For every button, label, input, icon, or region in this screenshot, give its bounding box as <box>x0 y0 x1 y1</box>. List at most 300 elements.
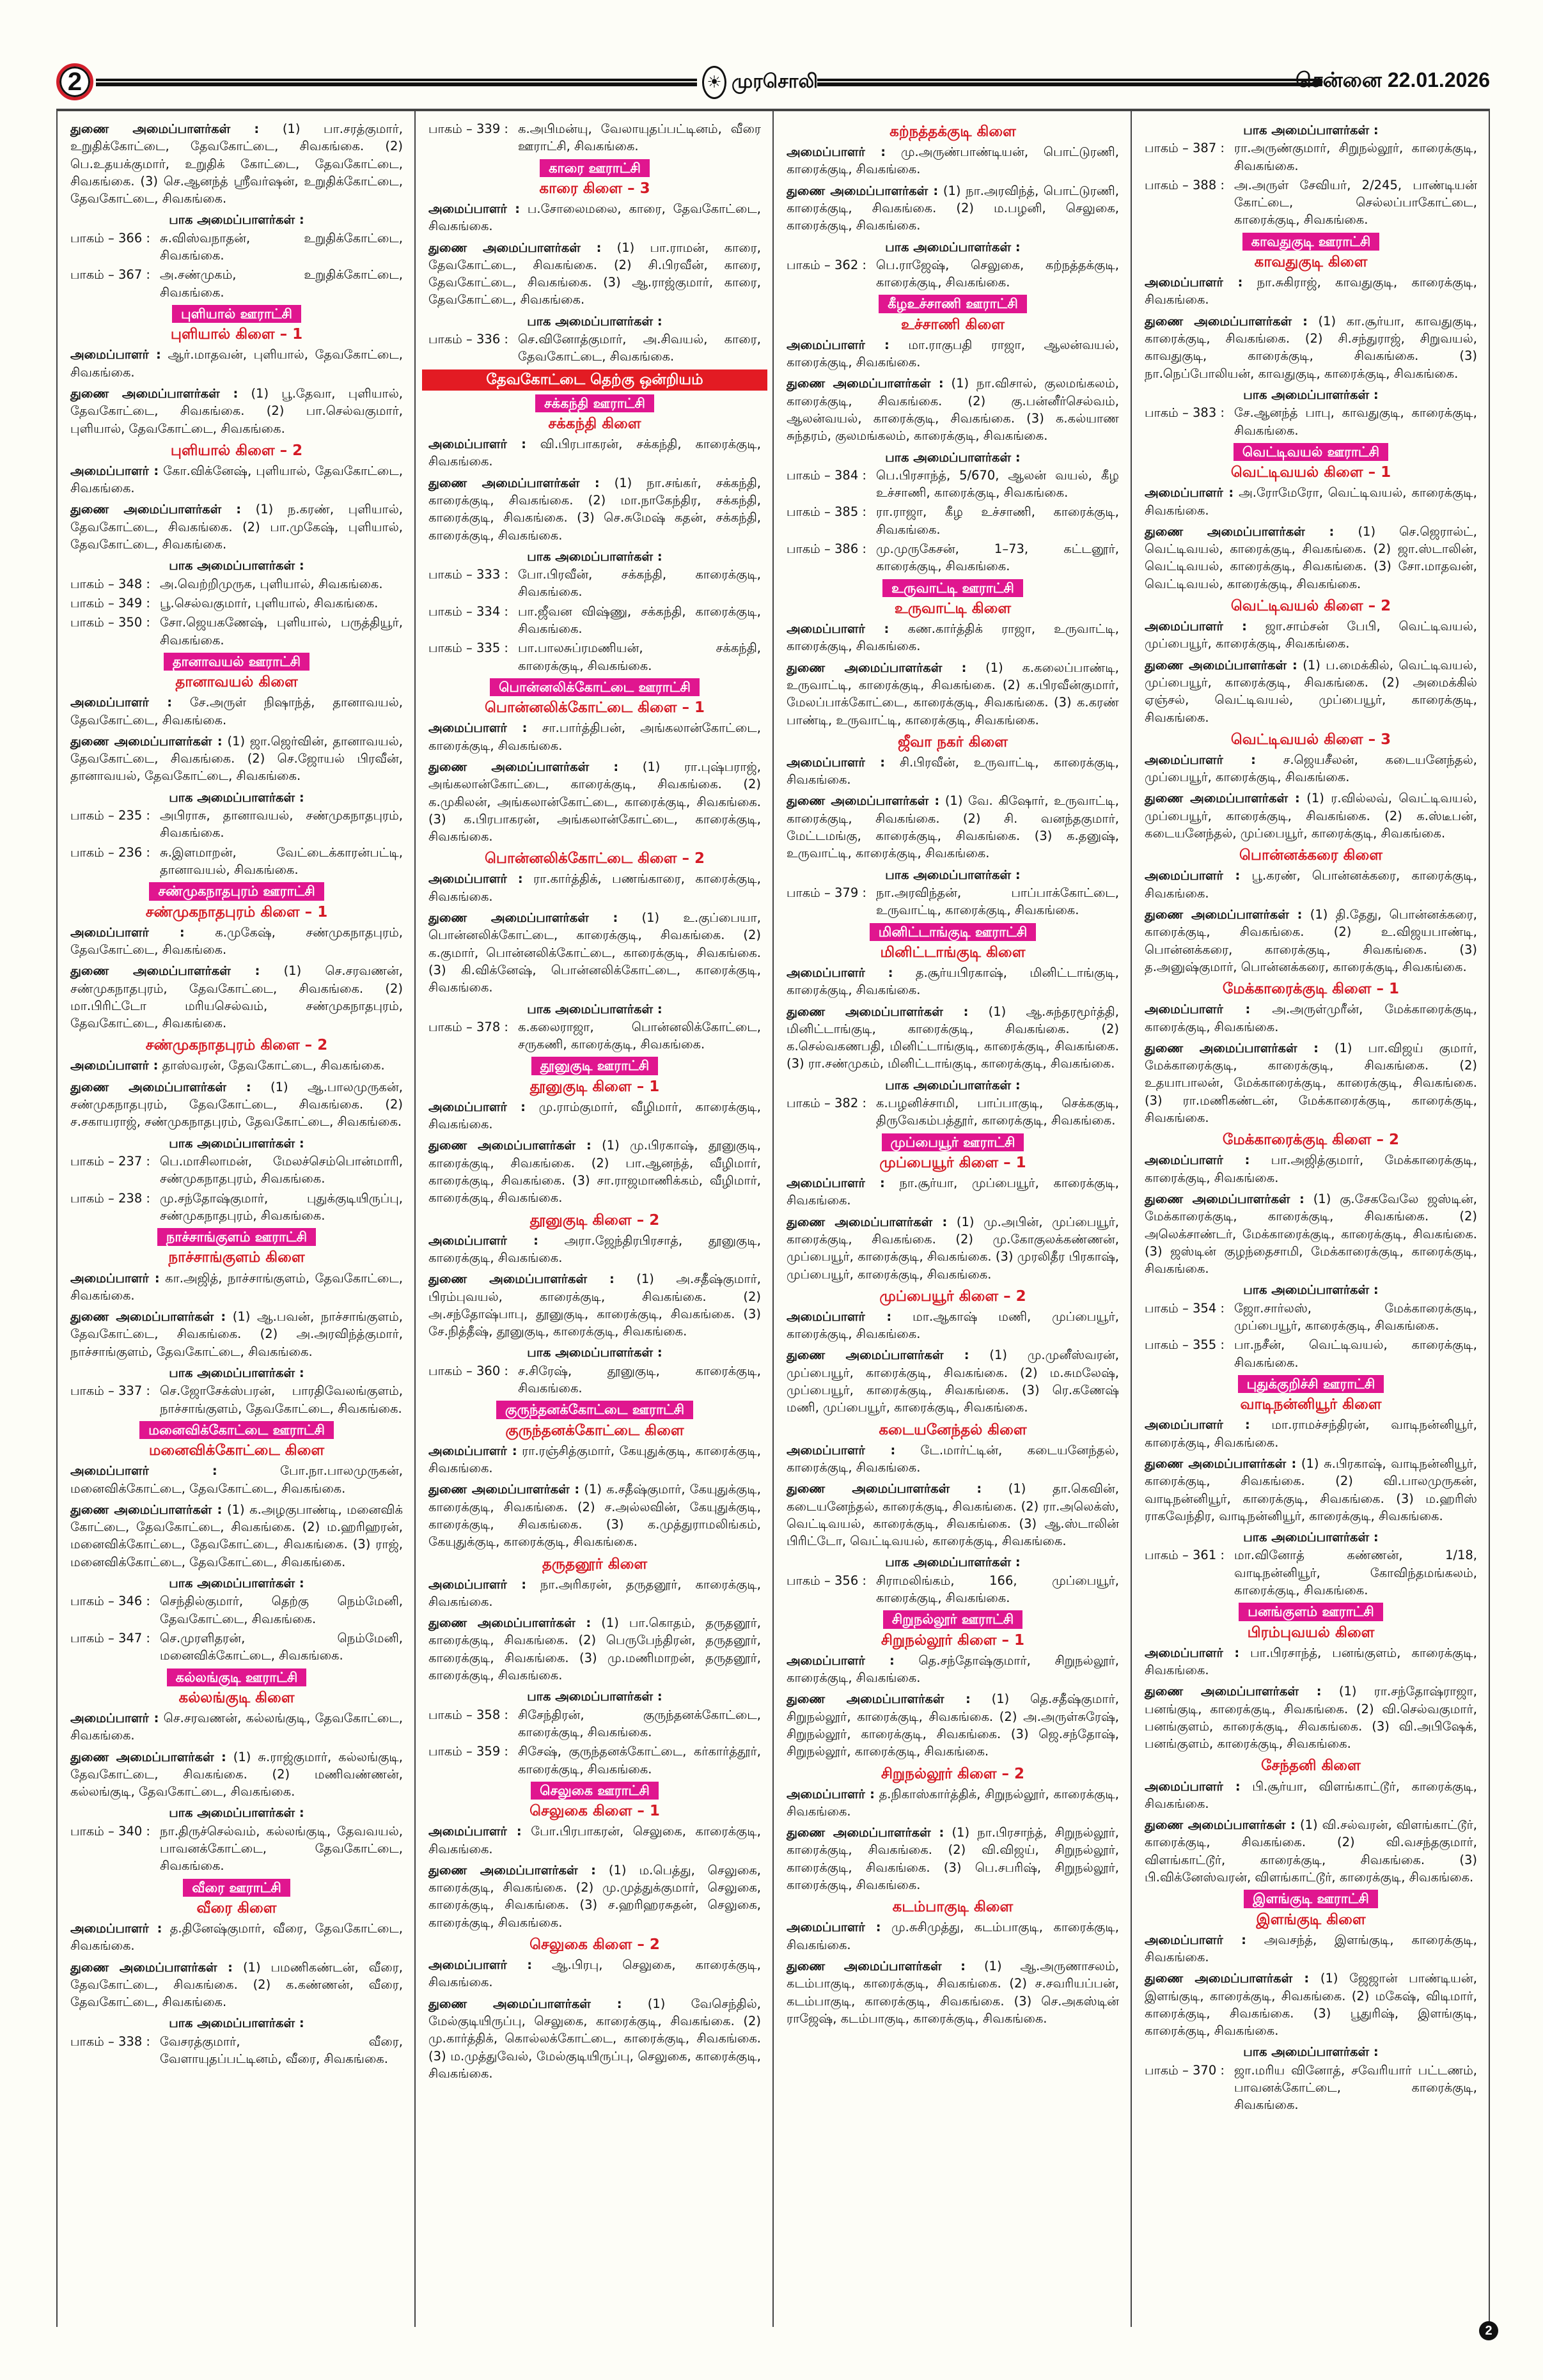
booth-entry <box>1145 139 1477 175</box>
booth-number: பாகம் – 355 : <box>1145 1337 1225 1353</box>
organiser-entry <box>1145 657 1477 726</box>
booth-entry <box>428 120 761 155</box>
booth-entry <box>70 1382 403 1417</box>
branch-heading: வெட்டிவயல் கிளை – 2 <box>1230 598 1391 615</box>
organiser-entry <box>1145 618 1477 653</box>
organiser-names: (1) ந.கரண், புளியால், தேவகோட்டை, சிவகங்கை. (2) பா.முகேஷ், புளியால், தேவகோட்டை, சிவகங்கை. <box>70 502 403 552</box>
booth-entry <box>428 1743 761 1778</box>
role-label: அமைப்பாளர் : <box>1145 752 1256 767</box>
role-label: துணை அமைப்பாளர்கள் : <box>787 793 940 809</box>
organiser-entry <box>1145 1931 1477 1966</box>
organiser-names: (1) வேசெந்தில், மேல்குடியிருப்பு, செலுகை, காரைக்குடி, சிவகங்கை. (2) மு.கார்த்திக், கொல்லக்கோட்டை, காரைக்குடி, சிவகங்கை. (3) ம.முத்துவேல், மேல்குடியிருப்பு, செலுகை, காரைக்குடி, சிவகங்கை. <box>428 1996 761 2081</box>
organiser-entry <box>70 385 403 437</box>
booth-organiser: பெ.ராஜேஷ், செலுகை, கற்நத்தக்குடி, காரைக்குடி, சிவகங்கை. <box>876 257 1119 290</box>
booth-entry <box>428 639 761 674</box>
role-label: துணை அமைப்பாளர்கள் : <box>70 502 242 517</box>
organiser-names: (1) ம.பெத்து, செலுகை, காரைக்குடி, சிவகங்கை. (2) மு.முத்துக்குமார், செலுகை, காரைக்குடி, சிவகங்கை. (3) ச.ஹரிஹரசுதன், செலுகை, காரைக்குடி, சிவகங்கை. <box>428 1862 761 1930</box>
booth-entry <box>70 807 403 842</box>
role-label: துணை அமைப்பாளர்கள் : <box>428 240 602 255</box>
organiser-entry <box>70 1308 403 1360</box>
column-4 <box>1132 111 1490 2327</box>
organiser-entry <box>428 1956 761 1991</box>
booth-entry <box>1145 1300 1477 1335</box>
booth-entry <box>787 503 1119 538</box>
organiser-entry <box>428 719 761 754</box>
panchayat-banner: இளங்குடி ஊராட்சி <box>1244 1890 1378 1908</box>
booth-organisers-subheading: பாக அமைப்பாளர்கள் : <box>885 449 1021 465</box>
organiser-names: (1) தி.தேது, பொன்னக்கரை, காரைக்குடி, சிவகங்கை. (2) உ.விஜயபாண்டி, பொன்னக்கரை, காரைக்குடி, சிவகங்கை. (3) த.அனுஷ்குமார், பொன்னக்கரை, காரைக்குடி, சிவகங்கை. <box>1145 907 1478 974</box>
organiser-entry <box>787 1652 1119 1687</box>
booth-entry <box>70 595 403 612</box>
organiser-names: (1) செ.ஜெரால்ட், வெட்டிவயல், காரைக்குடி, சிவகங்கை. (2) ஜா.ஸ்டாலின், வெட்டிவயல், காரைக்குடி, சிவகங்கை. (3) சோ.மாதவன், வெட்டிவயல், காரைக்குடி, சிவகங்கை. <box>1145 524 1477 591</box>
booth-organiser: க.அபிமன்யு, வேலாயுதப்பட்டினம், வீரை ஊராட்சி, சிவகங்கை. <box>518 121 761 154</box>
booth-number: பாகம் – 339 : <box>428 121 508 136</box>
organiser-names: தெ.சந்தோஷ்குமார், சிறுநல்லூர், காரைக்குடி, சிவகங்கை. <box>787 1653 1119 1686</box>
booth-entry <box>1145 404 1477 439</box>
booth-number: பாகம் – 235 : <box>70 808 150 823</box>
booth-organisers-subheading: பாக அமைப்பாளர்கள் : <box>527 1689 662 1704</box>
booth-entry <box>1145 2062 1477 2114</box>
organiser-entry <box>787 1957 1119 2027</box>
organiser-names: (1) ர.வில்லவ், வெட்டிவயல், முப்பையூர், காரைக்குடி, சிவகங்கை. (2) க.ஸ்டீபன், கடையனேந்தல், முப்பையூர், காரைக்குடி, சிவகங்கை. <box>1145 791 1478 841</box>
organiser-names: (1) அ.சதீஷ்குமார், பிரம்புவயல், காரைக்குடி, சிவகங்கை. (2) அ.சந்தோஷ்பாபு, தூனுகுடி, காரைக்குடி, சிவகங்கை. (3) சே.நித்தீஷ், தூனுகுடி, காரைக்குடி, சிவகங்கை. <box>428 1272 761 1339</box>
panchayat-banner: தானாவயல் ஊராட்சி <box>164 653 309 671</box>
role-label: அமைப்பாளர் : <box>70 463 159 478</box>
role-label: அமைப்பாளர் : <box>428 437 526 452</box>
branch-heading: கடம்பாகுடி கிளை <box>892 1899 1014 1916</box>
organiser-names: (1) சு.ராஜ்குமார், கல்லங்குடி, தேவகோட்டை, சிவகங்கை. (2) மணிவண்ணன், கல்லங்குடி, தேவகோட்டை, சிவகங்கை. <box>70 1749 403 1800</box>
organiser-names: பா.அஜித்குமார், மேக்காரைக்குடி, காரைக்குடி, சிவகங்கை. <box>1145 1153 1477 1185</box>
booth-entry <box>428 331 761 366</box>
organiser-entry <box>787 1003 1119 1073</box>
booth-number: பாகம் – 384 : <box>787 467 866 483</box>
organiser-names: (1) வி.சல்வரன், விளங்காட்டூர், காரைக்குடி, சிவகங்கை. (2) வி.வசந்தகுமார், விளங்காட்டூர், காரைக்குடி, சிவகங்கை. (3) பி.விக்னேஸ்வரன், விளங்காட்டூர், காரைக்குடி, சிவகங்கை. <box>1145 1817 1477 1885</box>
organiser-entry <box>428 1270 761 1340</box>
booth-number: பாகம் – 333 : <box>428 567 508 582</box>
role-label: துணை அமைப்பாளர்கள் : <box>787 1692 971 1707</box>
branch-heading: மினிட்டாங்குடி கிளை <box>880 944 1026 961</box>
organiser-names: போ.பிரபாகரன், செலுகை, காரைக்குடி, சிவகங்கை. <box>428 1824 761 1856</box>
role-label: அமைப்பாளர் : <box>1145 868 1241 883</box>
booth-organiser: போ.பிரவீன், சக்கந்தி, காரைக்குடி, சிவகங்கை. <box>518 567 761 600</box>
branch-heading: பொன்னலிக்கோட்டை கிளை – 2 <box>484 850 705 867</box>
role-label: துணை அமைப்பாளர்கள் : <box>787 1214 948 1229</box>
branch-heading: வாடிநன்னியூர் கிளை <box>1240 1396 1382 1413</box>
role-label: அமைப்பாளர் : <box>428 1233 538 1248</box>
role-label: அமைப்பாளர் : <box>70 1270 160 1286</box>
organiser-entry <box>428 435 761 471</box>
role-label: அமைப்பாளர் : <box>1145 1002 1251 1017</box>
booth-organiser: சோ.ஜெயகணேஷ், புளியால், பருத்தியூர், சிவகங்கை. <box>160 615 403 648</box>
masthead-rule-left <box>96 79 697 86</box>
organiser-entry <box>428 1823 761 1858</box>
panchayat-banner: பனங்குளம் ஊராட்சி <box>1239 1603 1383 1621</box>
booth-entry <box>787 884 1119 919</box>
organiser-entry <box>787 1174 1119 1209</box>
role-label: அமைப்பாளர் : <box>70 695 173 710</box>
booth-entry <box>1145 176 1477 229</box>
branch-heading: தூனுகுடி கிளை – 2 <box>529 1211 660 1229</box>
booth-organisers-subheading: பாக அமைப்பாளர்கள் : <box>169 1576 304 1591</box>
corner-page-number: 2 <box>1479 2321 1498 2340</box>
role-label: அமைப்பாளர் : <box>787 754 886 770</box>
role-label: துணை அமைப்பாளர்கள் : <box>1145 1684 1322 1699</box>
role-label: துணை அமைப்பாளர்கள் : <box>70 385 239 401</box>
booth-organiser: க.கலைராஜா, பொன்னலிக்கோட்டை, சருகணி, காரைக்குடி, சிவகங்கை. <box>518 1019 761 1052</box>
organiser-names: (1) க.சதீஷ்குமார், கேயுதுக்குடி, காரைக்குடி, சிவகங்கை. (2) ச.அல்லவின், கேயுதுக்குடி, காரைக்குடி, சிவகங்கை. (3) க.முத்துராமலிங்கம், கேயுதுக்குடி, காரைக்குடி, சிவகங்கை. <box>428 1482 761 1550</box>
role-label: அமைப்பாளர் : <box>787 1653 895 1668</box>
booth-number: பாகம் – 388 : <box>1145 177 1225 192</box>
organiser-entry <box>787 336 1119 371</box>
booth-organisers-subheading: பாக அமைப்பாளர்கள் : <box>169 1365 304 1380</box>
branch-heading: இளங்குடி கிளை <box>1256 1911 1366 1928</box>
organiser-entry <box>787 1824 1119 1894</box>
booth-organiser: மா.வினோத் கண்ணன், 1/18, வாடிநன்னியூர், கோவிந்தமங்கலம், காரைக்குடி, சிவகங்கை. <box>1234 1548 1477 1598</box>
organiser-entry <box>787 375 1119 444</box>
role-label: அமைப்பாளர் : <box>1145 1778 1241 1794</box>
panchayat-banner: சக்கந்தி ஊராட்சி <box>535 394 654 412</box>
organiser-entry <box>428 909 761 996</box>
branch-heading: காவதுகுடி கிளை <box>1254 254 1368 271</box>
organiser-entry <box>1145 1190 1477 1277</box>
branch-heading: பொன்னலிக்கோட்டை கிளை – 1 <box>484 699 705 717</box>
role-label: துணை அமைப்பாளர்கள் : <box>70 1079 251 1094</box>
booth-entry <box>1145 1546 1477 1599</box>
booth-number: பாகம் – 361 : <box>1145 1548 1225 1563</box>
organiser-names: மு.அருண்பாண்டியன், பொட்டுரணி, காரைக்குடி, சிவகங்கை. <box>787 144 1119 177</box>
organiser-names: (1) நா.சங்கர், சக்கந்தி, காரைக்குடி, சிவகங்கை. (2) மா.நாகேந்திர, சக்கந்தி, காரைக்குடி, சிவகங்கை. (3) செ.சுமேஷ் கதன், சக்கந்தி, காரைக்குடி, சிவகங்கை. <box>428 475 762 543</box>
booth-organisers-subheading: பாக அமைப்பாளர்கள் : <box>169 789 304 805</box>
role-label: அமைப்பாளர் : <box>787 144 886 160</box>
role-label: அமைப்பாளர் : <box>1145 1417 1250 1433</box>
booth-entry <box>70 1629 403 1665</box>
panchayat-banner: சிறுநல்லூர் ஊராட்சி <box>883 1610 1022 1628</box>
branch-heading: வெட்டிவயல் கிளை – 1 <box>1230 464 1391 481</box>
booth-organisers-subheading: பாக அமைப்பாளர்கள் : <box>1243 387 1379 402</box>
branch-heading: சேந்தனி கிளை <box>1261 1757 1361 1775</box>
booth-entry <box>1145 1336 1477 1371</box>
organiser-names: (1) செ.சரவணன், சண்முகநாதபுரம், தேவகோட்டை, சிவகங்கை. (2) மா.பிரிட்டோ மரியசெல்வம், சண்முகநாதபுரம், தேவகோட்டை, சிவகங்கை. <box>70 963 403 1031</box>
branch-heading: புளியால் கிளை – 1 <box>170 326 303 343</box>
role-label: துணை அமைப்பாளர்கள் : <box>787 1825 944 1840</box>
role-label: துணை அமைப்பாளர்கள் : <box>1145 1971 1310 1986</box>
organiser-names: (1) ஆ.சுந்தரமூர்த்தி, மினிட்டாங்குடி, காரைக்குடி, சிவகங்கை. (2) க.செல்வகணபதி, மினிட்டாங்குடி, காரைக்குடி, சிவகங்கை. (3) ரா.சண்முகம், மினிட்டாங்குடி, காரைக்குடி, சிவகங்கை. <box>787 1004 1119 1071</box>
role-label: அமைப்பாளர் : <box>1145 1645 1240 1660</box>
organiser-entry <box>1145 1644 1477 1679</box>
panchayat-banner: நாச்சாங்குளம் ஊராட்சி <box>157 1228 316 1246</box>
branch-heading: புளியால் கிளை – 2 <box>170 442 303 459</box>
booth-number: பாகம் – 336 : <box>428 332 508 347</box>
booth-organisers-subheading: பாக அமைப்பாளர்கள் : <box>169 1135 304 1151</box>
booth-organiser: சு.இளமாறன், வேட்டைக்காரன்பட்டி, தானாவயல், சிவகங்கை. <box>160 844 403 877</box>
branch-heading: சிறுநல்லூர் கிளை – 1 <box>881 1631 1025 1649</box>
booth-number: பாகம் – 378 : <box>428 1019 508 1034</box>
organiser-names: (1) ஆ.பவன், நாச்சாங்குளம், தேவகோட்டை, சிவகங்கை. (2) அ.அரவிந்த்குமார், நாச்சாங்குளம், தேவகோட்டை, சிவகங்கை. <box>70 1309 403 1359</box>
branch-heading: பொன்னக்கரை கிளை <box>1239 847 1383 864</box>
booth-number: பாகம் – 348 : <box>70 576 150 591</box>
booth-entry <box>787 1572 1119 1607</box>
booth-entry <box>70 1153 403 1188</box>
branch-heading: சிறுநல்லூர் கிளை – 2 <box>881 1765 1025 1782</box>
booth-organiser: பா.நசீன், வெட்டிவயல், காரைக்குடி, சிவகங்கை. <box>1234 1337 1477 1370</box>
organiser-entry <box>1145 751 1477 786</box>
booth-organisers-subheading: பாக அமைப்பாளர்கள் : <box>885 1077 1021 1093</box>
booth-organiser: நா.திருச்செல்வம், கல்லங்குடி, தேவவயல், பாவனக்கோட்டை, தேவகோட்டை, சிவகங்கை. <box>160 1823 403 1874</box>
booth-number: பாகம் – 349 : <box>70 595 150 611</box>
paper-logo <box>702 66 818 99</box>
organiser-entry <box>428 1098 761 1133</box>
panchayat-banner: வெட்டிவயல் ஊராட்சி <box>1234 443 1388 461</box>
organiser-names: அரா.ஜேந்திரபிரசாத், தூனுகுடி, காரைக்குடி, சிவகங்கை. <box>428 1233 761 1265</box>
organiser-entry <box>1145 1683 1477 1752</box>
role-label: அமைப்பாளர் : <box>787 621 889 637</box>
booth-entry <box>428 1362 761 1397</box>
organiser-entry <box>70 501 403 553</box>
organiser-entry <box>428 1442 761 1477</box>
organiser-entry <box>70 924 403 959</box>
organiser-names: (1) ப.மைக்கில், வெட்டிவயல், முப்பையூர், காரைக்குடி, சிவகங்கை. (2) அமைக்கில் ஏஞ்சல், வெட்டிவயல், முப்பையூர், காரைக்குடி, சிவகங்கை. <box>1145 657 1478 725</box>
organiser-entry <box>787 1442 1119 1477</box>
organiser-entry <box>787 964 1119 999</box>
role-label: துணை அமைப்பாளர்கள் : <box>787 1004 969 1019</box>
role-label: துணை அமைப்பாளர்கள் : <box>70 1959 233 1975</box>
booth-entry <box>70 1592 403 1628</box>
organiser-entry <box>70 346 403 381</box>
booth-organisers-subheading: பாக அமைப்பாளர்கள் : <box>1243 123 1379 137</box>
organiser-entry <box>787 143 1119 178</box>
booth-entry <box>70 575 403 593</box>
panchayat-banner: காவதுகுடி ஊராட்சி <box>1242 233 1380 251</box>
organiser-entry <box>428 200 761 235</box>
booth-organisers-subheading: பாக அமைப்பாளர்கள் : <box>169 212 304 228</box>
booth-number: பாகம் – 360 : <box>428 1363 508 1378</box>
organiser-entry <box>70 733 403 785</box>
organiser-entry <box>787 1213 1119 1283</box>
booth-organiser: பெ.மாசிலாமன், மேலச்செம்பொன்மாரி, சண்முகநாதபுரம், சிவகங்கை. <box>160 1153 403 1186</box>
booth-entry <box>787 1094 1119 1130</box>
booth-entry <box>70 844 403 879</box>
booth-organiser: செ.முரளிதரன், நெம்மேனி, மனைவிக்கோட்டை, சிவகங்கை. <box>160 1630 403 1663</box>
organiser-entry <box>70 1078 403 1131</box>
role-label: அமைப்பாளர் : <box>1145 619 1247 634</box>
organiser-names: ஆர்.மாதவன், புளியால், தேவகோட்டை, சிவகங்கை. <box>70 347 403 380</box>
organiser-entry <box>70 962 403 1032</box>
organiser-entry <box>70 1270 403 1305</box>
organiser-entry <box>1145 1000 1477 1036</box>
panchayat-banner: கீழஉச்சாணி ஊராட்சி <box>879 295 1027 313</box>
branch-heading: பிரம்புவயல் கிளை <box>1247 1624 1375 1641</box>
booth-entry <box>428 1706 761 1741</box>
branch-heading: குருந்தனக்கோட்டை கிளை <box>505 1422 684 1439</box>
organiser-entry <box>787 1918 1119 1954</box>
booth-number: பாகம் – 356 : <box>787 1573 866 1588</box>
booth-organiser: நா.அரவிந்தன், பாப்பாக்கோட்டை, உருவாட்டி, காரைக்குடி, சிவகங்கை. <box>876 885 1119 918</box>
organiser-names: கண.கார்த்திக் ராஜா, உருவாட்டி, காரைக்குடி, சிவகங்கை. <box>787 621 1119 654</box>
organiser-names: ப.சோலைமலை, காரை, தேவகோட்டை, சிவகங்கை. <box>428 201 761 234</box>
organiser-names: நா.சுகிராஜ், காவதுகுடி, காரைக்குடி, சிவகங்கை. <box>1145 275 1477 307</box>
branch-heading: முப்பையூர் கிளை – 1 <box>879 1154 1026 1171</box>
organiser-names: த.சூர்யபிரகாஷ், மினிட்டாங்குடி, காரைக்குடி, சிவகங்கை. <box>787 965 1119 998</box>
organiser-names: கோ.விக்னேஷ், புளியால், தேவகோட்டை, சிவகங்கை. <box>70 463 403 496</box>
branch-heading: கடையனேந்தல் கிளை <box>879 1421 1027 1438</box>
booth-number: பாகம் – 340 : <box>70 1823 150 1839</box>
organiser-entry <box>787 1308 1119 1343</box>
organiser-names: (1) க.கலைப்பாண்டி, உருவாட்டி, காரைக்குடி, சிவகங்கை. (2) க.பிரவீன்குமார், மேலப்பாக்கோட்டை, காரைக்குடி, சிவகங்கை. (3) க.கரண் பாண்டி, உருவாட்டி, காரைக்குடி, சிவகங்கை. <box>787 660 1119 727</box>
booth-organisers-subheading: பாக அமைப்பாளர்கள் : <box>885 867 1021 882</box>
booth-organiser: ரா.அருண்குமார், சிறுநல்லூர், காரைக்குடி, சிவகங்கை. <box>1234 141 1477 173</box>
organiser-names: (1) பூ.தேவா, புளியால், தேவகோட்டை, சிவகங்கை. (2) பா.செல்வகுமார், புளியால், தேவகோட்டை, சிவகங்கை. <box>70 385 403 436</box>
role-label: துணை அமைப்பாளர்கள் : <box>70 733 223 749</box>
role-label: அமைப்பாளர் : <box>1145 1153 1250 1168</box>
booth-entry <box>787 540 1119 575</box>
branch-heading: வீரை கிளை <box>196 1899 277 1917</box>
organiser-entry <box>70 1501 403 1571</box>
column-1 <box>58 111 416 2327</box>
role-label: துணை அமைப்பாளர்கள் : <box>70 963 260 979</box>
role-label: அமைப்பாளர் : <box>70 347 161 362</box>
role-label: துணை அமைப்பாளர்கள் : <box>428 1272 615 1287</box>
branch-heading: உருவாட்டி கிளை <box>894 600 1012 618</box>
role-label: அமைப்பாளர் : <box>70 1710 159 1725</box>
branch-heading: செலுகை கிளை – 2 <box>529 1936 660 1953</box>
panchayat-banner: பொன்னலிக்கோட்டை ஊராட்சி <box>490 678 700 696</box>
role-label: துணை அமைப்பாளர்கள் : <box>787 1481 982 1497</box>
organiser-entry <box>787 620 1119 655</box>
role-label: துணை அமைப்பாளர்கள் : <box>787 1348 969 1363</box>
booth-organisers-subheading: பாக அமைப்பாளர்கள் : <box>527 1001 662 1016</box>
organiser-entry <box>1145 906 1477 976</box>
organiser-names: ச.ஜெயசீலன், கடையனேந்தல், முப்பையூர், காரைக்குடி, சிவகங்கை. <box>1145 752 1477 785</box>
booth-organiser: சிசேஷ், குருந்தனக்கோட்டை, கர்கார்த்தூர், காரைக்குடி, சிவகங்கை. <box>518 1744 761 1777</box>
booth-number: பாகம் – 338 : <box>70 2034 150 2049</box>
organiser-names: (1) பா.கொதம், தருதனூர், காரைக்குடி, சிவகங்கை. (2) பெருபேந்திரன், தருதனூர், காரைக்குடி, சிவகங்கை. (3) மு.மணிமாறன், தருதனூர், காரைக்குடி, சிவகங்கை. <box>428 1615 762 1683</box>
organiser-entry <box>428 1576 761 1611</box>
role-label: துணை அமைப்பாளர்கள் : <box>1145 657 1297 673</box>
organiser-names: (1) ரா.சந்தோஷ்ராஜா, பனங்குடி, காரைக்குடி, சிவகங்கை. (2) வி.செல்வகுமார், பனங்குளம், காரைக்குடி, சிவகங்கை. (3) வி.அபிஷேக், பனங்குளம், காரைக்குடி, சிவகங்கை. <box>1145 1684 1477 1752</box>
organiser-names: செ.சரவணன், கல்லங்குடி, தேவகோட்டை, சிவகங்கை. <box>70 1710 403 1743</box>
role-label: அமைப்பாளர் : <box>70 924 185 940</box>
organiser-names: (1) பமணிகண்டன், வீரை, தேவகோட்டை, சிவகங்கை. (2) க.கண்ணன், வீரை, தேவகோட்டை, சிவகங்கை. <box>70 1959 403 2010</box>
branch-heading: மனைவிக்கோட்டை கிளை <box>148 1442 325 1459</box>
branch-heading: செலுகை கிளை – 1 <box>529 1803 660 1820</box>
organiser-names: (1) பா.சரத்குமார், உறுதிக்கோட்டை, தேவகோட்டை, சிவகங்கை. (2) பெ.உதயக்குமார், உறுதிக் கோட்டை, தேவகோட்டை, சிவகங்கை. (3) செ.ஆனந்த் ஸ்ரீவர்ஷன், உறுதிக்கோட்டை, தேவகோட்டை, சிவகங்கை. <box>70 121 403 206</box>
organiser-entry <box>70 1920 403 1955</box>
role-label: துணை அமைப்பாளர்கள் : <box>1145 313 1308 329</box>
organiser-names: த.நிகாஸ்கார்த்திக், சிறுநல்லூர், காரைக்குடி, சிவகங்கை. <box>787 1786 1119 1819</box>
booth-number: பாகம் – 382 : <box>787 1096 866 1111</box>
organiser-entry <box>70 120 403 207</box>
booth-organiser: அபிராசு, தானாவயல், சண்முகநாதபுரம், சிவகங்கை. <box>160 808 403 841</box>
role-label: துணை அமைப்பாளர்கள் : <box>428 910 618 926</box>
booth-organiser: மு.முருகேசன், 1–73, கட்டனூர், காரைக்குடி, சிவகங்கை. <box>876 541 1119 574</box>
organiser-entry <box>70 694 403 729</box>
role-label: துணை அமைப்பாளர்கள் : <box>787 183 939 198</box>
branch-heading: வெட்டிவயல் கிளை – 3 <box>1230 731 1391 748</box>
booth-organisers-subheading: பாக அமைப்பாளர்கள் : <box>527 313 662 329</box>
organiser-names: (1) தா.கெவின், கடையனேந்தல், காரைக்குடி, சிவகங்கை. (2) ரா.அலெக்ஸ், வெட்டிவயல், காரைக்குடி, சிவகங்கை. (3) ஆ.ஸ்டாலின் பிரிட்டோ, வெட்டிவயல், காரைக்குடி, சிவகங்கை. <box>787 1481 1119 1549</box>
role-label: அமைப்பாளர் : <box>787 1176 885 1191</box>
booth-organisers-subheading: பாக அமைப்பாளர்கள் : <box>1243 1282 1379 1298</box>
booth-organisers-subheading: பாக அமைப்பாளர்கள் : <box>885 239 1021 254</box>
role-label: துணை அமைப்பாளர்கள் : <box>1145 1456 1297 1471</box>
booth-organiser: பா.பாலசுப்ரமணியன், சக்கந்தி, காரைக்குடி, சிவகங்கை. <box>518 641 761 673</box>
organiser-names: (1) உ.குப்பையா, பொன்னலிக்கோட்டை, காரைக்குடி, சிவகங்கை. (2) க.குமார், பொன்னலிக்கோட்டை, காரைக்குடி, சிவகங்கை. (3) கி.விக்னேஷ், பொன்னலிக்கோட்டை, காரைக்குடி, சிவகங்கை. <box>428 910 761 995</box>
organiser-entry <box>787 1480 1119 1550</box>
role-label: அமைப்பாளர் : <box>428 871 523 887</box>
role-label: அமைப்பாளர் : <box>787 337 889 352</box>
booth-organiser: வேசரத்குமார், வீரை, வேளாயுதப்பட்டினம், வீரை, சிவகங்கை. <box>160 2034 403 2067</box>
role-label: அமைப்பாளர் : <box>428 1099 526 1114</box>
role-label: துணை அமைப்பாளர்கள் : <box>70 1502 223 1517</box>
role-label: துணை அமைப்பாளர்கள் : <box>787 1958 966 1973</box>
organiser-names: (1) ஜா.ஜெர்வின், தானாவயல், தேவகோட்டை, சிவகங்கை. (2) செ.ஜோயல் பிரவீன், தானாவயல், தேவகோட்டை, சிவகங்கை. <box>70 733 403 784</box>
booth-number: பாகம் – 334 : <box>428 603 508 619</box>
organiser-names: நா.அரிகரன், தருதனூர், காரைக்குடி, சிவகங்கை. <box>428 1576 761 1609</box>
role-label: அமைப்பாளர் : <box>428 1443 517 1458</box>
booth-number: பாகம் – 370 : <box>1145 2062 1225 2078</box>
branch-heading: சண்முகநாதபுரம் கிளை – 2 <box>145 1037 328 1054</box>
role-label: துணை அமைப்பாளர்கள் : <box>787 660 967 675</box>
role-label: துணை அமைப்பாளர்கள் : <box>428 1996 622 2011</box>
role-label: அமைப்பாளர் : <box>428 1576 526 1592</box>
organiser-names: (1) கா.சூர்யா, காவதுகுடி, காரைக்குடி, சிவகங்கை. (2) சி.சந்துராஜ், சிறுவயல், காவதுகுடி, காரைக்குடி, சிவகங்கை. (3) நா.நெப்போலியன், காவதுகுடி, காரைக்குடி, சிவகங்கை. <box>1145 313 1477 381</box>
organiser-names: க.முகேஷ், சண்முகநாதபுரம், தேவகோட்டை, சிவகங்கை. <box>70 924 403 957</box>
organiser-entry <box>70 1057 403 1074</box>
booth-organiser: செ.வினோத்குமார், அ.சிவயல், காரை, தேவகோட்டை, சிவகங்கை. <box>518 332 761 364</box>
booth-number: பாகம் – 236 : <box>70 844 150 860</box>
panchayat-banner: மினிட்டாங்குடி ஊராட்சி <box>870 923 1037 941</box>
booth-organisers-subheading: பாக அமைப்பாளர்கள் : <box>169 1805 304 1821</box>
booth-entry <box>428 566 761 601</box>
organiser-entry <box>787 754 1119 789</box>
role-label: துணை அமைப்பாளர்கள் : <box>787 376 944 391</box>
booth-entry <box>70 1823 403 1875</box>
organiser-entry <box>70 1462 403 1497</box>
organiser-entry <box>787 182 1119 235</box>
booth-entry <box>70 1190 403 1225</box>
city-date: சென்னை 22.01.2026 <box>1295 68 1490 91</box>
booth-organiser: சு.விஸ்வநாதன், உறுதிக்கோட்டை, சிவகங்கை. <box>160 230 403 263</box>
organiser-names: அ.ரோமேரோ, வெட்டிவயல், காரைக்குடி, சிவகங்கை. <box>1145 485 1477 518</box>
panchayat-banner: சண்முகநாதபுரம் ஊராட்சி <box>149 882 324 900</box>
organiser-names: ரா.ரஞ்சித்குமார், கேயுதுக்குடி, காரைக்குடி, சிவகங்கை. <box>428 1443 762 1476</box>
role-label: துணை அமைப்பாளர்கள் : <box>428 759 619 774</box>
booth-organisers-subheading: பாக அமைப்பாளர்கள் : <box>527 548 662 564</box>
organiser-names: (1) பா.விஜய் குமார், மேக்காரைக்குடி, காரைக்குடி, சிவகங்கை. (2) உதயாபாலன், மேக்காரைக்குடி, காரைக்குடி, சிவகங்கை. (3) ரா.மணிகண்டன், மேக்காரைக்குடி, காரைக்குடி, சிவகங்கை. <box>1145 1040 1477 1126</box>
organiser-names: சா.பார்த்திபன், அங்கலான்கோட்டை, காரைக்குடி, சிவகங்கை. <box>428 720 761 753</box>
organiser-entry <box>1145 1816 1477 1886</box>
organiser-names: ஜா.சாம்சன் பேபி, வெட்டிவயல், முப்பையூர், காரைக்குடி, சிவகங்கை. <box>1145 619 1477 651</box>
role-label: துணை அமைப்பாளர்கள் : <box>1145 1040 1319 1055</box>
branch-heading: கல்லங்குடி கிளை <box>178 1689 295 1706</box>
organiser-entry <box>1145 789 1477 842</box>
organiser-names: மா.ராகுபதி ராஜா, ஆலன்வயல், காரைக்குடி, சிவகங்கை. <box>787 337 1119 370</box>
role-label: அமைப்பாளர் : <box>787 965 893 980</box>
role-label: அமைப்பாளர் : <box>428 201 521 216</box>
role-label: அமைப்பாளர் : <box>428 1957 533 1973</box>
role-label: துணை அமைப்பாளர்கள் : <box>428 1862 596 1878</box>
organiser-names: (1) ரா.புஷ்பராஜ், அங்கலான்கோட்டை, காரைக்குடி, சிவகங்கை. (2) க.முகிலன், அங்கலான்கோட்டை, காரைக்குடி, சிவகங்கை. (3) க.பிரபாகரன், அங்கலான்கோட்டை, காரைக்குடி, சிவகங்கை. <box>428 759 761 844</box>
organiser-entry <box>428 870 761 905</box>
role-label: அமைப்பாளர் : <box>787 1309 892 1324</box>
organiser-names: (1) நா.அரவிந்த், பொட்டுரணி, காரைக்குடி, சிவகங்கை. (2) ம.பழனி, செலுகை, காரைக்குடி, சிவகங்கை. <box>787 183 1119 233</box>
column-3 <box>774 111 1132 2327</box>
page-number-badge: 2 <box>56 63 93 100</box>
role-label: துணை அமைப்பாளர்கள் : <box>70 1309 226 1325</box>
role-label: துணை அமைப்பாளர்கள் : <box>70 121 260 136</box>
booth-number: பாகம் – 386 : <box>787 541 866 557</box>
organiser-entry <box>428 474 761 544</box>
